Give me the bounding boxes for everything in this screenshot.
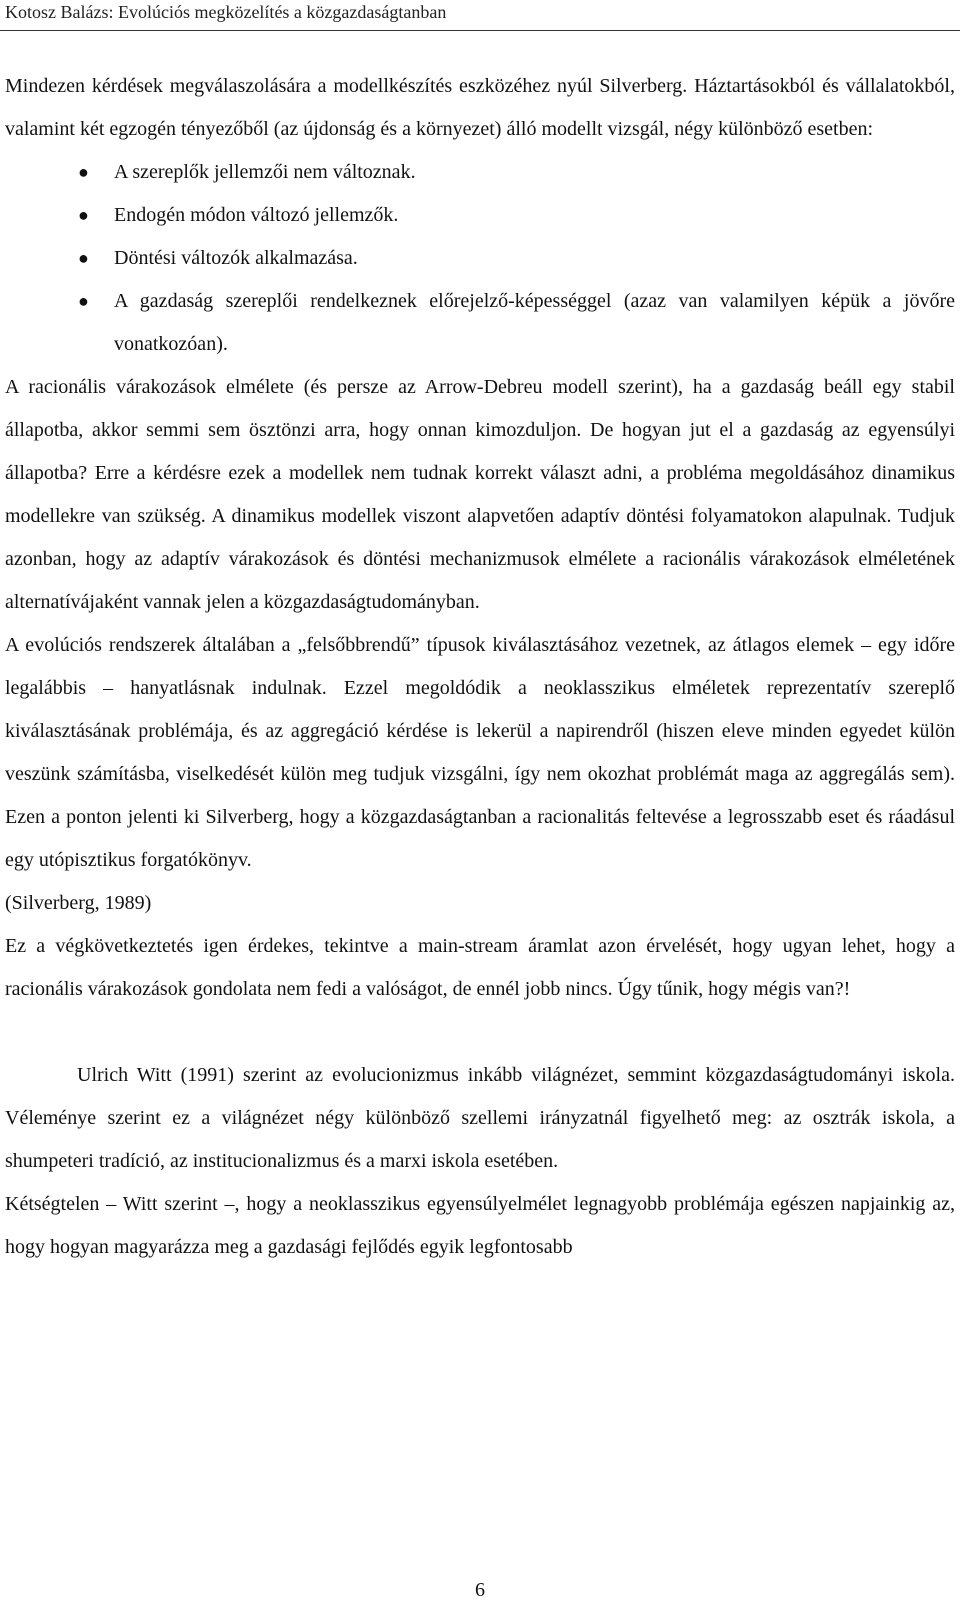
- running-header: Kotosz Balázs: Evolúciós megközelítés a közgazdaságtanban: [5, 2, 447, 22]
- paragraph: Ez a végkövetkeztetés igen érdekes, tekintve a main-stream áramlat azon érvelését, hogy ugyan lehet, hogy a racionális várakozások gondolata nem fedi a valóságot, de ennél jobb nincs. Úgy tűnik, hogy mégis van?!: [5, 935, 955, 1000]
- list-item: ● Döntési változók alkalmazása.: [5, 237, 955, 280]
- citation: (Silverberg, 1989): [5, 892, 152, 914]
- body-text: [5, 65, 955, 1269]
- paragraph: A evolúciós rendszerek általában a „felsőbbrendű” típusok kiválasztásához vezetnek, az átlagos elemek – egy időre legalábbis – hanyatlásnak indulnak. Ezzel megoldódik a neoklasszikus elméletek reprezentatív szereplő kiválasztásának problémája, és az aggregáció kérdése is lekerül a napirendről (hiszen eleve minden egyedet külön veszünk számításba, viselkedését külön meg tudjuk vizsgálni, így nem okozhat problémát maga az aggregálás sem). Ezen a ponton jelenti ki Silverberg, hogy a közgazdaságtanban a racionalitás feltevése a legrosszabb eset és ráadásul egy utópisztikus forgatókönyv.: [5, 634, 955, 871]
- header-rule: [0, 30, 960, 31]
- paragraph: A racionális várakozások elmélete (és persze az Arrow-Debreu modell szerint), ha a gazdaság beáll egy stabil állapotba, akkor semmi sem ösztönzi arra, hogy onnan kimozduljon. De hogyan jut el a gazdaság az egyensúlyi állapotba? Erre a kérdésre ezek a modellek nem tudnak korrekt választ adni, a probléma megoldásához dinamikus modellekre van szükség. A dinamikus modellek viszont alapvetően adaptív döntési folyamatokon alapulnak. Tudjuk azonban, hogy az adaptív várakozások és döntési mechanizmusok elmélete a racionális várakozások elméletének alternatívájaként vannak jelen a közgazdaságtudományban.: [5, 376, 955, 613]
- bullet-list: [5, 151, 955, 366]
- list-item: ● A gazdaság szereplői rendelkeznek előrejelző-képességgel (azaz van valamilyen képük a jövőre vonatkozóan).: [5, 280, 955, 366]
- paragraph: Mindezen kérdések megválaszolására a modellkészítés eszközéhez nyúl Silverberg. Háztartásokból és vállalatokból, valamint két egzogén tényezőből (az újdonság és a környezet) álló modellt vizsgál, négy különböző esetben:: [5, 75, 955, 140]
- paragraph: Ulrich Witt (1991) szerint az evolucionizmus inkább világnézet, semmint közgazdaságtudományi iskola. Véleménye szerint ez a világnézet négy különböző szellemi irányzatnál figyelhető meg: az osztrák iskola, a shumpeteri tradíció, az institucionalizmus és a marxi iskola esetében.: [5, 1064, 955, 1172]
- bullet-icon: ●: [78, 291, 89, 311]
- paragraph: Kétségtelen – Witt szerint –, hogy a neoklasszikus egyensúlyelmélet legnagyobb problémája egészen napjainkig az, hogy hogyan magyarázza meg a gazdasági fejlődés egyik legfontosabb: [5, 1193, 955, 1258]
- bullet-icon: ●: [78, 162, 89, 182]
- list-item: ● A szereplők jellemzői nem változnak.: [5, 151, 955, 194]
- bullet-icon: ●: [78, 205, 89, 225]
- list-item: ● Endogén módon változó jellemzők.: [5, 194, 955, 237]
- paragraph-gap: [5, 1011, 955, 1054]
- page-number: 6: [475, 1579, 485, 1601]
- bullet-icon: ●: [78, 248, 89, 268]
